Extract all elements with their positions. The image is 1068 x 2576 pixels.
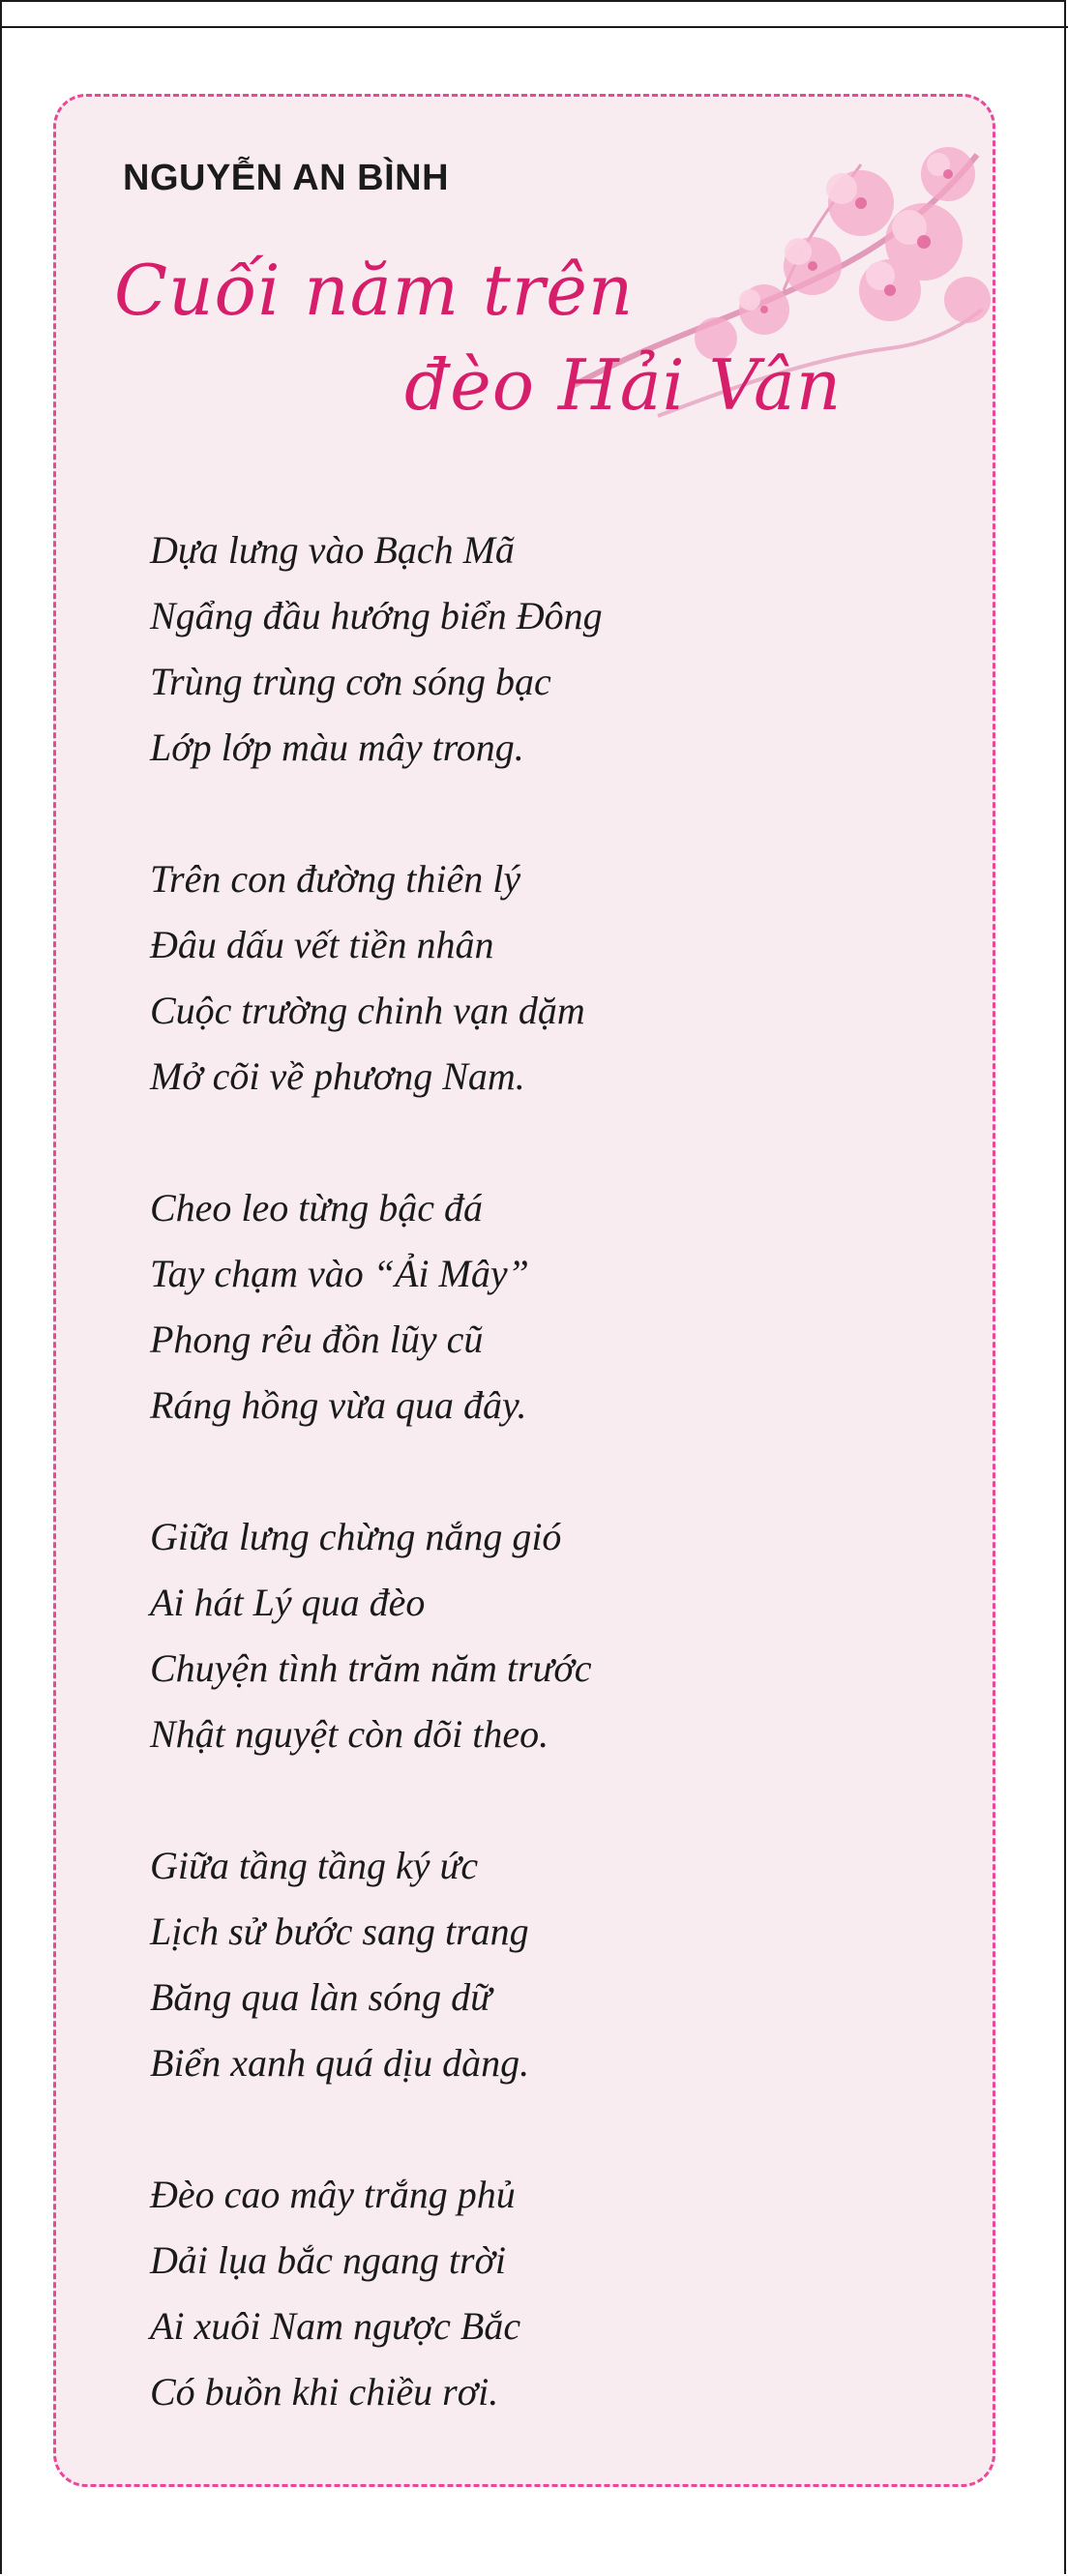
poem-line: Dải lụa bắc ngang trời [150, 2238, 507, 2282]
poem-line: Lớp lớp màu mây trong. [150, 725, 524, 769]
poem-line: Cuộc trường chinh vạn dặm [150, 989, 585, 1032]
poem-line: Cheo leo từng bậc đá [150, 1186, 483, 1229]
stanza [150, 1175, 924, 1438]
poem-line: Trùng trùng cơn sóng bạc [150, 660, 551, 703]
poem-line: Trên con đường thiên lý [150, 857, 521, 901]
poem-line: Tay chạm vào “Ải Mây” [150, 1252, 529, 1295]
stanza [150, 846, 924, 1110]
poem-line: Băng qua làn sóng dữ [150, 1975, 491, 2019]
poem-body [150, 518, 924, 2491]
poem-title-line-1: Cuối năm trên [114, 250, 635, 331]
poem-line: Dựa lưng vào Bạch Mã [150, 528, 515, 572]
top-rule [0, 26, 1068, 28]
poem-line: Ai xuôi Nam ngược Bắc [150, 2304, 521, 2348]
poem-title-line-2: đèo Hải Vân [404, 344, 843, 426]
poem-line: Biển xanh quá dịu dàng. [150, 2041, 530, 2085]
stanza [150, 2162, 924, 2425]
stanza [150, 1504, 924, 1767]
poem-line: Giữa tầng tầng ký ức [150, 1844, 479, 1887]
poem-line: Phong rêu đồn lũy cũ [150, 1318, 484, 1361]
poem-line: Đèo cao mây trắng phủ [150, 2173, 516, 2216]
stanza [150, 518, 924, 781]
poem-line: Đâu dấu vết tiền nhân [150, 923, 494, 966]
stanza [150, 1833, 924, 2096]
poem-line: Ai hát Lý qua đèo [150, 1581, 426, 1624]
poem-line: Chuyện tình trăm năm trước [150, 1646, 592, 1690]
poem-line: Nhật nguyệt còn dõi theo. [150, 1712, 549, 1756]
poem-line: Ráng hồng vừa qua đây. [150, 1383, 527, 1427]
poem-line: Giữa lưng chừng nắng gió [150, 1515, 562, 1558]
poem-line: Lịch sử bước sang trang [150, 1910, 529, 1953]
poem-line: Mở cõi về phương Nam. [150, 1054, 525, 1098]
author-name: NGUYỄN AN BÌNH [123, 158, 450, 198]
poem-line: Ngẩng đầu hướng biển Đông [150, 594, 603, 637]
poem-line: Có buồn khi chiều rơi. [150, 2370, 499, 2413]
